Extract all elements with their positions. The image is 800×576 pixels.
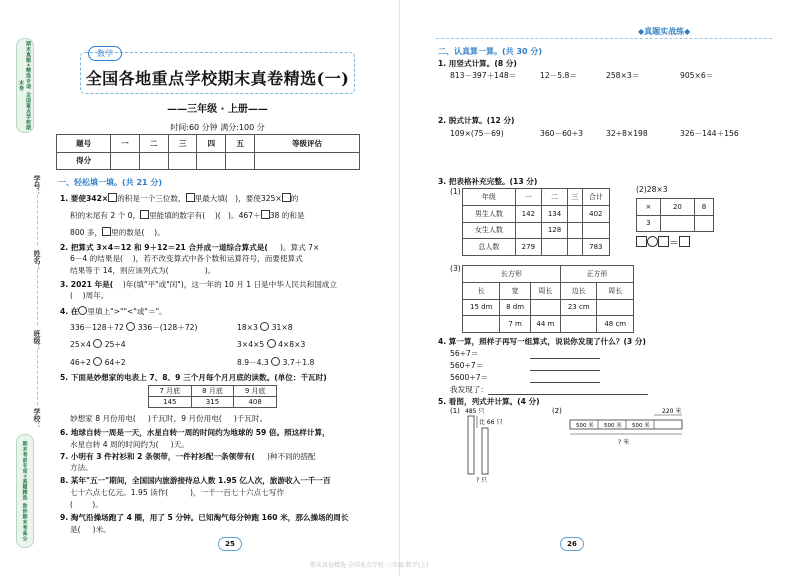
table-cell: 8 dm [500, 299, 530, 316]
time-score-line: 时间:60 分钟 满分:100 分 [170, 123, 265, 132]
q9-line1: 9. 淘气沿操场跑了 4 圈，用了 5 分钟。已知淘气每分钟跑 160 米，那么操场的周长 [60, 513, 349, 522]
strip-line [37, 195, 38, 245]
table-cell: 7 m [500, 316, 530, 333]
blank-box[interactable] [261, 210, 270, 219]
bar-diagram-2 [550, 404, 690, 454]
q6-line1: 6. 地球自转一周是一天，水星自转一周的时间约为地球的 59 倍。照这样计算， [60, 428, 330, 437]
strip-line [37, 350, 38, 405]
found-line: 我发现了： [450, 384, 648, 395]
vertical-calc-item: 813－397＋148＝ [450, 71, 517, 80]
fig1-bar-short [482, 428, 488, 474]
q1-line1: 1. 要使342× 的积是一个三位数， 里最大填( )，要使325× 的 [60, 194, 299, 203]
q8-line3: ( )。 [70, 500, 103, 509]
q9-line2: 是( )米。 [70, 525, 111, 534]
table-header: 边长 [561, 282, 597, 299]
table-cell: 44 m [530, 316, 560, 333]
blank-box[interactable] [108, 193, 117, 202]
q7-line2: 方法。 [70, 463, 93, 472]
answer-line[interactable] [530, 348, 600, 359]
side-strip [0, 0, 48, 576]
fig1-question: ? 只 [476, 477, 488, 484]
table-cell[interactable] [515, 222, 541, 239]
meter-value: 408 [234, 397, 277, 408]
fig2-total-label: 220 米 [662, 408, 682, 415]
q4-item: 18×3 31×8 [237, 323, 293, 332]
stepwise-calc-item: 109×(75－69) [450, 129, 504, 138]
table-cell[interactable] [463, 316, 500, 333]
score-col-header: 三 [168, 135, 197, 153]
compare-circle[interactable] [93, 357, 102, 366]
q4-item: 46÷2 64÷2 [70, 358, 126, 367]
q5-line2: 妙想家 8 月份用电( )千瓦时，9 月份用电( )千瓦时。 [70, 414, 268, 423]
blank-box[interactable] [282, 193, 291, 202]
blank-box[interactable] [140, 210, 149, 219]
answer-line[interactable] [530, 360, 600, 371]
section-2-title: 二、认真算一算。(共 30 分) [438, 47, 543, 56]
table-header: 周长 [530, 282, 560, 299]
table-header: 一 [515, 189, 541, 206]
answer-line[interactable] [488, 387, 648, 395]
bar-diagram-1 [448, 404, 518, 484]
field-name: 姓名： [33, 250, 41, 271]
grid-equation: ＝ [636, 236, 690, 249]
score-col-header: 一 [111, 135, 140, 153]
answer-box[interactable] [636, 236, 647, 247]
table-cell: 23 cm [561, 299, 597, 316]
table1-label: (1) [450, 187, 461, 196]
group-header: 长方形 [463, 266, 561, 283]
q2-line3: 结果等于 14，则应该列式为( )。 [70, 266, 216, 275]
table-header: 二 [541, 189, 567, 206]
answer-box[interactable] [679, 236, 690, 247]
q6-line2: 水星自转 4 周的时间约为( )天。 [70, 440, 189, 449]
table-cell[interactable] [597, 299, 634, 316]
q4-item: 8.9－4.3 3.7＋1.8 [237, 358, 315, 367]
grid-cell: 8 [695, 199, 714, 216]
fig2-question: ? 米 [618, 439, 630, 446]
compare-circle[interactable] [271, 357, 280, 366]
fig1-label: (1) [450, 407, 460, 415]
score-col-header: 五 [226, 135, 255, 153]
stepwise-calc-item: 326－144＋156 [680, 129, 739, 138]
q4-item: 3×4×5 4×8×3 [237, 340, 306, 349]
meter-value: 315 [191, 397, 234, 408]
multiplication-grid [636, 198, 714, 232]
table-cell[interactable] [568, 205, 583, 222]
fig1-top-label: 485 只 [465, 408, 485, 415]
score-cell[interactable] [226, 152, 255, 170]
strip-line [37, 270, 38, 325]
score-row-label: 得分 [57, 152, 111, 170]
r-q1-title: 1. 用竖式计算。(8 分) [438, 59, 517, 68]
brand-box-bottom: 期末考前专项+真题精选 助你期末考高分 [16, 434, 34, 548]
field-class: 班级： [33, 330, 41, 351]
page-title: 全国各地重点学校期末真卷精选(一) [85, 69, 350, 88]
q3-line2: ( )周年。 [70, 291, 109, 300]
fig2-seg-label: 500 米 [632, 423, 650, 429]
table3-label: (3) [450, 264, 461, 273]
grid-cell: 3 [637, 215, 661, 232]
page-number-right: 26 [560, 537, 584, 551]
q4-instruction: 4. 在 里填上">""<"或"＝"。 [60, 307, 167, 316]
group-header: 正方形 [561, 266, 634, 283]
q2-line2: 6－4 的结果是( )，若不改变算式中各个数和运算符号，而要使算式 [70, 254, 303, 263]
field-school: 学校： [33, 408, 41, 429]
score-table [56, 134, 360, 170]
r-q5-title: 5. 看图，列式并计算。(4 分) [438, 397, 540, 406]
top-divider [436, 38, 772, 39]
table2-label: (2)28×3 [636, 185, 668, 194]
q7-line1: 7. 小明有 3 件衬衫和 2 条领带，一件衬衫配一条领带有( )种不同的搭配 [60, 452, 316, 461]
score-col-header: 四 [197, 135, 226, 153]
table-cell: 总人数 [463, 239, 516, 256]
table-cell[interactable] [561, 316, 597, 333]
compare-circle[interactable] [267, 339, 276, 348]
fig1-mid-label: 比 66 只 [479, 419, 503, 426]
blank-box[interactable] [102, 227, 111, 236]
q8-line2: 七十六点七亿元。1.95 读作( )，一千一百七十六点七写作 [70, 488, 285, 497]
table-header: 合计 [582, 189, 609, 206]
table-cell: 128 [541, 222, 567, 239]
meter-value: 145 [149, 397, 192, 408]
table-cell[interactable] [541, 239, 567, 256]
r-q2-title: 2. 脱式计算。(12 分) [438, 116, 515, 125]
meter-head: 8 月底 [191, 386, 234, 397]
meter-head: 7 月底 [149, 386, 192, 397]
division-item: 56÷7＝ [450, 349, 479, 358]
table-cell: 男生人数 [463, 205, 516, 222]
q4-item: 25×4 25÷4 [70, 340, 126, 349]
subject-badge: 数学 [88, 46, 122, 61]
score-cell[interactable] [168, 152, 197, 170]
r-q4-title: 4. 算一算，照样子再写一组算式，说说你发现了什么？(3 分) [438, 337, 646, 346]
q4-item: 336－128＋72 336－(128＋72) [70, 323, 198, 332]
division-item: 5600÷7＝ [450, 373, 489, 382]
score-cell[interactable] [139, 152, 168, 170]
vertical-calc-item: 905×6＝ [680, 71, 714, 80]
operator-circle[interactable] [647, 236, 658, 247]
fig2-label: (2) [552, 407, 562, 415]
table-cell: 48 cm [597, 316, 634, 333]
perimeter-table [462, 265, 634, 333]
grid-cell[interactable] [660, 215, 694, 232]
practice-tag: ◆真题实战练◆ [638, 27, 691, 36]
q3-line1: 3. 2021 年是( )年(填"平"或"闰")，这一年的 10 月 1 日是中华人民共和国成立 [60, 280, 337, 289]
table-header: 三 [568, 189, 583, 206]
compare-circle[interactable] [93, 339, 102, 348]
table-cell: 女生人数 [463, 222, 516, 239]
table-cell: 402 [582, 205, 609, 222]
answer-box[interactable] [658, 236, 669, 247]
table-header: 长 [463, 282, 500, 299]
score-cell[interactable] [254, 152, 359, 170]
fig1-bar-tall [468, 416, 474, 474]
table-header: 年级 [463, 189, 516, 206]
table-cell: 142 [515, 205, 541, 222]
meter-head: 9 月底 [234, 386, 277, 397]
stepwise-calc-item: 32÷8×198 [606, 129, 648, 138]
q8-line1: 8. 某年"五一"期间，全国国内旅游接待总人数 1.95 亿人次，旅游收入一千一百 [60, 476, 331, 485]
table-cell: 15 dm [463, 299, 500, 316]
table-cell[interactable] [582, 222, 609, 239]
table-cell[interactable] [568, 239, 583, 256]
table-cell[interactable] [568, 222, 583, 239]
fig2-seg-label: 500 米 [604, 423, 622, 429]
footer-text: 期末真卷精选·全国重点学校·三年级·数学(上) [310, 562, 429, 569]
table-header: 宽 [500, 282, 530, 299]
fig2-seg-label: 500 米 [576, 423, 594, 429]
vertical-calc-item: 258×3＝ [606, 71, 640, 80]
q1-line3: 800 多， 里的数是( )。 [70, 228, 165, 237]
page-number-left: 25 [218, 537, 242, 551]
score-col-header: 二 [139, 135, 168, 153]
score-cell[interactable] [197, 152, 226, 170]
field-student-id: 学号： [33, 175, 41, 196]
grid-cell: × [637, 199, 661, 216]
table-cell: 134 [541, 205, 567, 222]
r-q3-title: 3. 把表格补充完整。(13 分) [438, 177, 538, 186]
blank-box[interactable] [186, 193, 195, 202]
compare-circle[interactable] [260, 322, 269, 331]
vertical-calc-item: 12－5.8＝ [540, 71, 577, 80]
division-item: 560÷7＝ [450, 361, 484, 370]
answer-line[interactable] [530, 372, 600, 383]
stepwise-calc-item: 360－60÷3 [540, 129, 583, 138]
q5-line1: 5. 下面是妙想家的电表上 7、8、9 三个月每个月月底的读数。(单位：千瓦时) [60, 373, 327, 382]
brand-box-top: 期末真题+精选专项 全国重点学校期末卷 [16, 38, 34, 133]
grid-cell: 20 [660, 199, 694, 216]
table-cell: 279 [515, 239, 541, 256]
table-cell: 783 [582, 239, 609, 256]
grade-line: ——三年级 · 上册—— [167, 104, 268, 115]
q1-line2: 积的末尾有 2 个 0， 里能填的数字有( )( )。467＋ 38 的和是 [70, 211, 305, 220]
score-cell[interactable] [111, 152, 140, 170]
q2-line1: 2. 把算式 3×4＝12 和 9＋12＝21 合并成一道综合算式是( )。算式 7× [60, 243, 320, 252]
compare-circle[interactable] [126, 322, 135, 331]
grid-cell[interactable] [695, 215, 714, 232]
score-col-header: 题号 [57, 135, 111, 153]
grade-students-table [462, 188, 610, 256]
table-cell[interactable] [530, 299, 560, 316]
table-header: 周长 [597, 282, 634, 299]
meter-table [148, 385, 277, 408]
score-col-header: 等级评估 [254, 135, 359, 153]
section-1-title: 一、轻松填一填。(共 21 分) [58, 178, 163, 187]
